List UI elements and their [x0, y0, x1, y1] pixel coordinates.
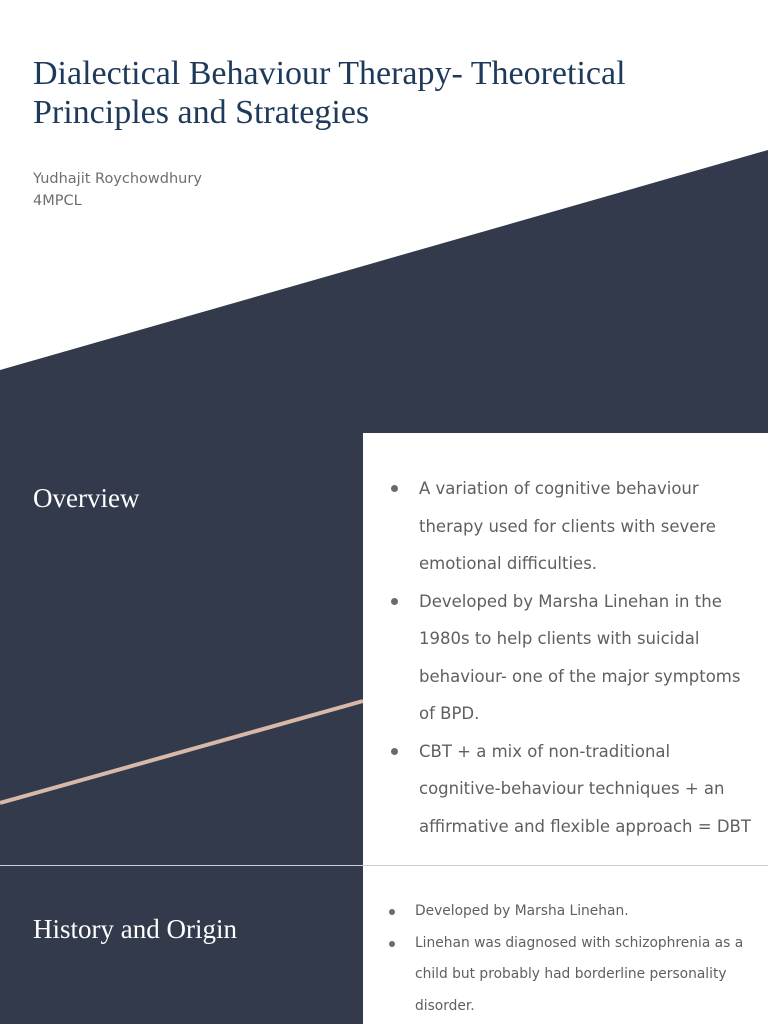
author-name: Yudhajit Roychowdhury [33, 171, 202, 187]
bullet-text: Developed by Marsha Linehan in the 1980s to help clients with suicidal behaviour- one of the major symptoms of BPD. [419, 591, 741, 723]
bullet-icon [389, 941, 395, 947]
history-bullet-list [389, 896, 759, 1022]
overview-heading: Overview [33, 483, 140, 513]
bullet-icon [391, 485, 398, 492]
bullet-text: A variation of cognitive behaviour therapy used for clients with severe emotional difficulties. [419, 479, 716, 573]
overview-bullet-list [391, 470, 755, 845]
list-item [391, 470, 755, 583]
bullet-icon [391, 598, 398, 605]
bullet-text: Developed by Marsha Linehan. [415, 903, 629, 919]
list-item [389, 896, 759, 928]
author-class: 4MPCL [33, 193, 82, 209]
bullet-text: CBT + a mix of non-traditional cognitive-behaviour techniques + an affirmative and flexible approach = DBT [419, 741, 751, 836]
bullet-icon [391, 748, 398, 755]
bullet-icon [389, 909, 395, 915]
bullet-text: Linehan was diagnosed with schizophrenia as a child but probably had borderline personality disorder. [415, 934, 744, 1014]
presentation-title: Dialectical Behaviour Therapy- Theoretical Principles and Strategies [33, 55, 626, 131]
history-heading: History and Origin [33, 914, 237, 944]
list-item [389, 928, 759, 1023]
author-block [33, 168, 202, 212]
list-item [391, 583, 755, 733]
history-content-panel [363, 866, 768, 1024]
history-slide [0, 866, 768, 1024]
list-item [391, 733, 755, 846]
overview-content-panel [363, 433, 768, 866]
